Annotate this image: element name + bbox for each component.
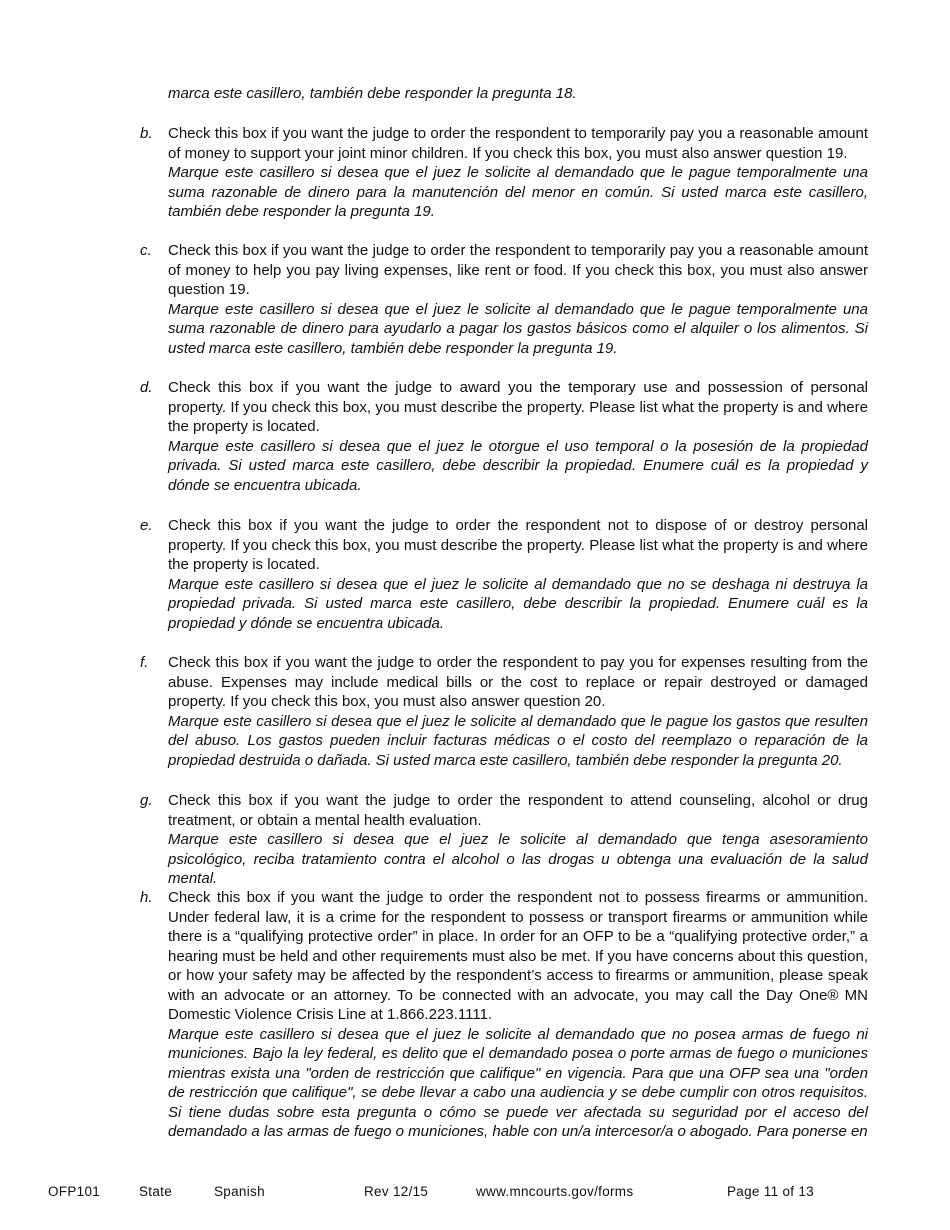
list-item-h bbox=[140, 888, 868, 1142]
item-letter: g. bbox=[140, 792, 153, 809]
item-letter: f. bbox=[140, 654, 149, 671]
english-text: Check this box if you want the judge to award you the temporary use and possession of personal property. If you check this box, you must describe the property. Please list what the property is and where the property is located. bbox=[168, 379, 868, 435]
english-text: Check this box if you want the judge to order the respondent to temporarily pay you a reasonable amount of money to support your joint minor children. If you check this box, you must also answer question 19. bbox=[168, 125, 868, 162]
item-letter: b. bbox=[140, 125, 153, 142]
spanish-text: Marque este casillero si desea que el juez le solicite al demandado que le pague temporalmente una suma razonable de dinero para la manutención del menor en común. Si usted marca este casillero, también debe responder la pregunta 19. bbox=[168, 164, 868, 220]
footer-revision: Rev 12/15 bbox=[364, 1184, 429, 1199]
footer-form-id: OFP101 bbox=[48, 1184, 101, 1199]
footer-scope: State bbox=[139, 1184, 173, 1199]
spanish-text: Marque este casillero si desea que el juez le solicite al demandado que no se deshaga ni destruya la propiedad privada. Si usted marca este casillero, debe describir la propiedad. Enumere cuál es la propiedad y dónde se encuentra ubicada. bbox=[168, 575, 868, 632]
list-item-g bbox=[140, 791, 868, 889]
footer-page-number: Page 11 of 13 bbox=[727, 1184, 814, 1199]
list-item-c bbox=[140, 241, 868, 358]
item-letter: c. bbox=[140, 242, 152, 259]
spanish-text: Marque este casillero si desea que el juez le solicite al demandado que le pague los gastos que resulten del abuso. Los gastos pueden incluir facturas médicas o el costo del reemplazo o reparación de la propiedad destruida o dañada. Si usted marca este casillero, también debe responder la pregunta 20. bbox=[168, 712, 868, 769]
english-text: Check this box if you want the judge to order the respondent not to dispose of or destroy personal property. If you check this box, you must describe the property. Please list what the property is and where the property is located. bbox=[168, 517, 868, 573]
page-footer bbox=[0, 1184, 950, 1204]
item-letter: d. bbox=[140, 379, 153, 396]
footer-website: www.mncourts.gov/forms bbox=[476, 1184, 634, 1199]
spanish-text: Marque este casillero si desea que el juez le otorgue el uso temporal o la posesión de la propiedad privada. Si usted marca este casillero, debe describir la propiedad. Enumere cuál es la propiedad y dónde se encuentra ubicada. bbox=[168, 437, 868, 494]
english-text: Check this box if you want the judge to order the respondent not to possess firearms or ammunition. Under federal law, it is a crime for the respondent to possess or transport firearms or ammunition while there is a “qualifying protective order” in place. In order for an OFP to be a “qualifying protective order,” a hearing must be held and other requirements must also be met. If you have concerns about this question, or how your safety may be affected by the respondent’s access to firearms or ammunition, please speak with an advocate or an attorney. To be connected with an advocate, you may call the Day One® MN Domestic Violence Crisis Line at 1.866.223.1111. bbox=[168, 889, 868, 1023]
spanish-text: Marque este casillero si desea que el juez le solicite al demandado que no posea armas de fuego ni municiones. Bajo la ley federal, es delito que el demandado posea o porte armas de fuego o municiones mientras exista una "orden de restricción que califique" en vigencia. Para que una OFP sea una "orden de restricción que califique", se debe llevar a cabo una audiencia y se debe cumplir con otros requisitos. Si tiene dudas sobre esta pregunta o cómo se puede ver afectada su seguridad por el acceso del demandado a las armas de fuego o municiones, hable con un/a intercesor/a o abogado. Para ponerse en bbox=[168, 1025, 868, 1140]
list-item-e bbox=[140, 516, 868, 633]
spanish-text: Marque este casillero si desea que el juez le solicite al demandado que le pague temporalmente una suma razonable de dinero para ayudarlo a pagar los gastos básicos como el alquiler o los alimentos. Si usted marca este casillero, también debe responder la pregunta 19. bbox=[168, 300, 868, 357]
list-item-f bbox=[140, 653, 868, 770]
list-item-b bbox=[140, 124, 868, 222]
english-text: Check this box if you want the judge to order the respondent to temporarily pay you a reasonable amount of money to help you pay living expenses, like rent or food. If you check this box, you must also answer question 19. bbox=[168, 242, 868, 298]
item-letter: e. bbox=[140, 517, 153, 534]
english-text: Check this box if you want the judge to order the respondent to pay you for expenses resulting from the abuse. Expenses may include medical bills or the cost to replace or repair destroyed or damaged property. If you check this box, you must also answer question 20. bbox=[168, 654, 868, 710]
footer-language: Spanish bbox=[214, 1184, 265, 1199]
spanish-text: Marque este casillero si desea que el juez le solicite al demandado que tenga asesoramiento psicológico, reciba tratamiento contra el alcohol o las drogas u obtenga una evaluación de la salud mental. bbox=[168, 831, 868, 887]
item-letter: h. bbox=[140, 889, 153, 906]
list-item-d bbox=[140, 378, 868, 495]
continued-text: marca este casillero, también debe responder la pregunta 18. bbox=[168, 85, 577, 102]
english-text: Check this box if you want the judge to order the respondent to attend counseling, alcohol or drug treatment, or obtain a mental health evaluation. bbox=[168, 792, 868, 829]
